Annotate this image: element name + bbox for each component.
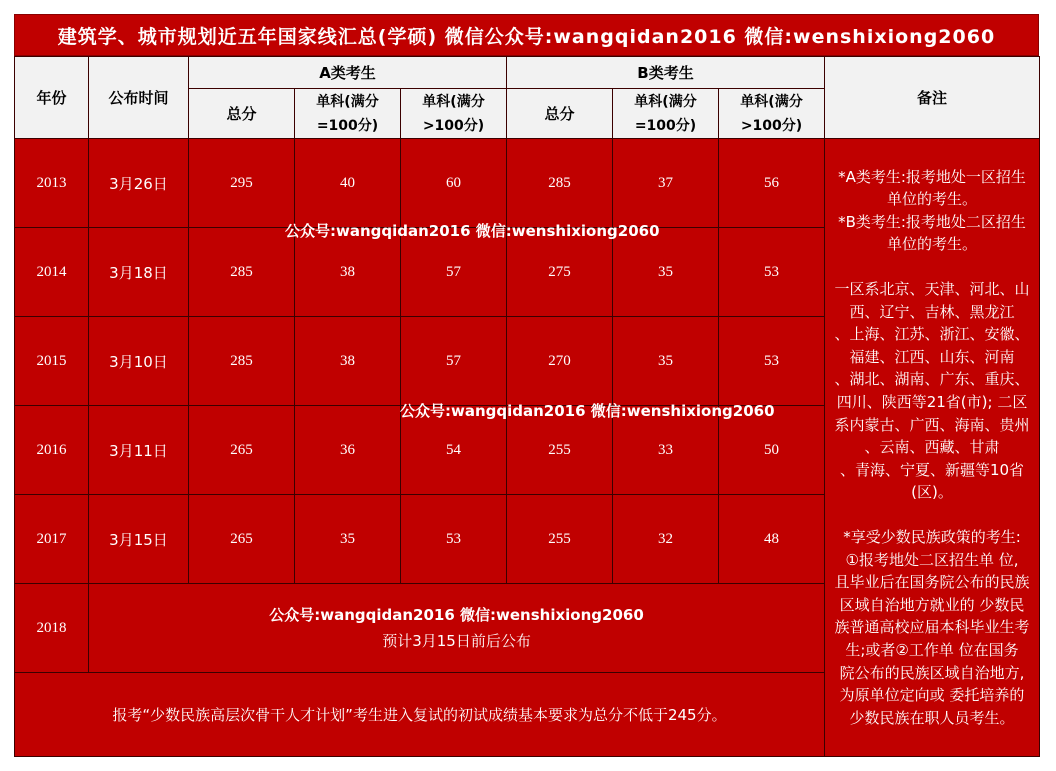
header-b-single-gt100 xyxy=(719,89,825,139)
remark-minority-line: 且毕业后在国务院公布的民族 xyxy=(834,573,1030,592)
remark-minority-line: ①报考地处二区招生单 位, xyxy=(845,550,1019,569)
remark-region-line: 、云南、西藏、甘肃 xyxy=(864,438,1000,457)
cell-year: 2014 xyxy=(15,228,89,317)
watermark-text: 公众号:wangqidan2016 微信:wenshixiong2060 xyxy=(269,606,644,624)
cell-date: 3月26日 xyxy=(89,139,189,228)
cell-a-eq100: 35 xyxy=(295,495,401,584)
cell-a-total: 295 xyxy=(189,139,295,228)
cell-b-eq100: 32 xyxy=(613,495,719,584)
header-a-single-eq100 xyxy=(295,89,401,139)
remark-minority-line: 院公布的民族区域自治地方, xyxy=(839,663,1025,682)
cell-b-eq100: 37 xyxy=(613,139,719,228)
cell-a-total: 285 xyxy=(189,317,295,406)
cell-a-eq100: 38 xyxy=(295,228,401,317)
header-b-single-eq100 xyxy=(613,89,719,139)
cell-b-gt100: 53 xyxy=(719,228,825,317)
cell-b-gt100: 56 xyxy=(719,139,825,228)
cutoff-table xyxy=(14,56,1040,757)
cell-a-eq100: 38 xyxy=(295,317,401,406)
watermark-text: 公众号:wangqidan2016 微信:wenshixiong2060 xyxy=(400,402,775,420)
cell-a-eq100: 40 xyxy=(295,139,401,228)
cell-b-total: 285 xyxy=(507,139,613,228)
cell-date: 3月15日 xyxy=(89,495,189,584)
remark-a-def-2: 单位的考生。 xyxy=(887,190,978,209)
cell-b-gt100: 50 xyxy=(719,406,825,495)
remark-minority-line: 区域自治地方就业的 少数民 xyxy=(839,595,1025,614)
cell-a-total: 265 xyxy=(189,406,295,495)
remark-minority-line: 生;或者②工作单 位在国务 xyxy=(845,640,1019,659)
cell-a-gt100: 60 xyxy=(401,139,507,228)
remark-region-line: 四川、陕西等21省(市); 二区 xyxy=(836,393,1028,412)
remark-b-def-2: 单位的考生。 xyxy=(887,235,978,254)
remark-region-line: (区)。 xyxy=(911,483,953,502)
header-b-total: 总分 xyxy=(507,89,613,139)
remark-b-def-1: *B类考生:报考地处二区招生 xyxy=(838,212,1026,231)
cell-year: 2018 xyxy=(15,584,89,673)
cell-year: 2017 xyxy=(15,495,89,584)
cell-a-eq100: 36 xyxy=(295,406,401,495)
cell-b-eq100: 35 xyxy=(613,317,719,406)
cell-2018-info xyxy=(89,584,825,673)
header-b-single-gt100-line1: 单科(满分 xyxy=(740,93,803,110)
header-year: 年份 xyxy=(15,57,89,139)
cell-year: 2013 xyxy=(15,139,89,228)
footer-note: 报考“少数民族高层次骨干人才计划”考生进入复试的初试成绩基本要求为总分不低于245分。 xyxy=(15,673,825,757)
cell-date: 3月11日 xyxy=(89,406,189,495)
remark-region-line: 一区系北京、天津、河北、山 xyxy=(834,280,1030,299)
remark-region-line: 、上海、江苏、浙江、安徽、 xyxy=(834,325,1030,344)
cell-date: 3月18日 xyxy=(89,228,189,317)
cell-a-gt100: 54 xyxy=(401,406,507,495)
cell-b-total: 275 xyxy=(507,228,613,317)
header-b-single-eq100-line1: 单科(满分 xyxy=(634,93,697,110)
remark-region-line: 、青海、宁夏、新疆等10省 xyxy=(839,460,1025,479)
table-row xyxy=(15,139,1040,228)
cell-year: 2015 xyxy=(15,317,89,406)
remark-a-def-1: *A类考生:报考地处一区招生 xyxy=(838,167,1026,186)
header-publish-time: 公布时间 xyxy=(89,57,189,139)
cell-b-total: 270 xyxy=(507,317,613,406)
cell-b-total: 255 xyxy=(507,406,613,495)
remark-minority-line: 为原单位定向或 委托培养的 xyxy=(839,686,1025,705)
cell-b-total: 255 xyxy=(507,495,613,584)
header-a-single-gt100 xyxy=(401,89,507,139)
header-a-single-eq100-line2: =100分) xyxy=(316,117,379,134)
remark-minority-line: 族普通高校应届本科毕业生考 xyxy=(834,618,1030,637)
cell-b-eq100: 35 xyxy=(613,228,719,317)
header-remarks: 备注 xyxy=(825,57,1040,139)
cell-a-gt100: 57 xyxy=(401,228,507,317)
page-title: 建筑学、城市规划近五年国家线汇总(学硕) 微信公众号:wangqidan2016 微信:wenshixiong2060 xyxy=(14,14,1039,56)
remark-minority-line: 少数民族在职人员考生。 xyxy=(849,708,1015,727)
remark-region-line: 系内蒙古、广西、海南、贵州 xyxy=(834,415,1030,434)
header-group-b: B类考生 xyxy=(507,57,825,89)
cell-b-gt100: 48 xyxy=(719,495,825,584)
cell-2018-text: 预计3月15日前后公布 xyxy=(382,632,531,650)
header-group-a: A类考生 xyxy=(189,57,507,89)
cell-a-gt100: 57 xyxy=(401,317,507,406)
cell-year: 2016 xyxy=(15,406,89,495)
remark-region-line: 、湖北、湖南、广东、重庆、 xyxy=(834,370,1030,389)
watermark-text: 公众号:wangqidan2016 微信:wenshixiong2060 xyxy=(285,222,660,240)
remark-region-line: 福建、江西、山东、河南 xyxy=(849,347,1015,366)
header-b-single-gt100-line2: >100分) xyxy=(740,117,803,134)
cell-a-gt100: 53 xyxy=(401,495,507,584)
cell-a-total: 265 xyxy=(189,495,295,584)
remarks-cell xyxy=(825,139,1040,757)
cell-b-eq100: 33 xyxy=(613,406,719,495)
remark-region-line: 西、辽宁、吉林、黑龙江 xyxy=(849,302,1015,321)
header-b-single-eq100-line2: =100分) xyxy=(634,117,697,134)
cell-b-gt100: 53 xyxy=(719,317,825,406)
header-a-single-eq100-line1: 单科(满分 xyxy=(316,93,379,110)
header-a-single-gt100-line2: >100分) xyxy=(422,117,485,134)
header-a-single-gt100-line1: 单科(满分 xyxy=(422,93,485,110)
remark-minority-line: *享受少数民族政策的考生: xyxy=(843,527,1021,546)
cell-date: 3月10日 xyxy=(89,317,189,406)
header-a-total: 总分 xyxy=(189,89,295,139)
cell-a-total: 285 xyxy=(189,228,295,317)
